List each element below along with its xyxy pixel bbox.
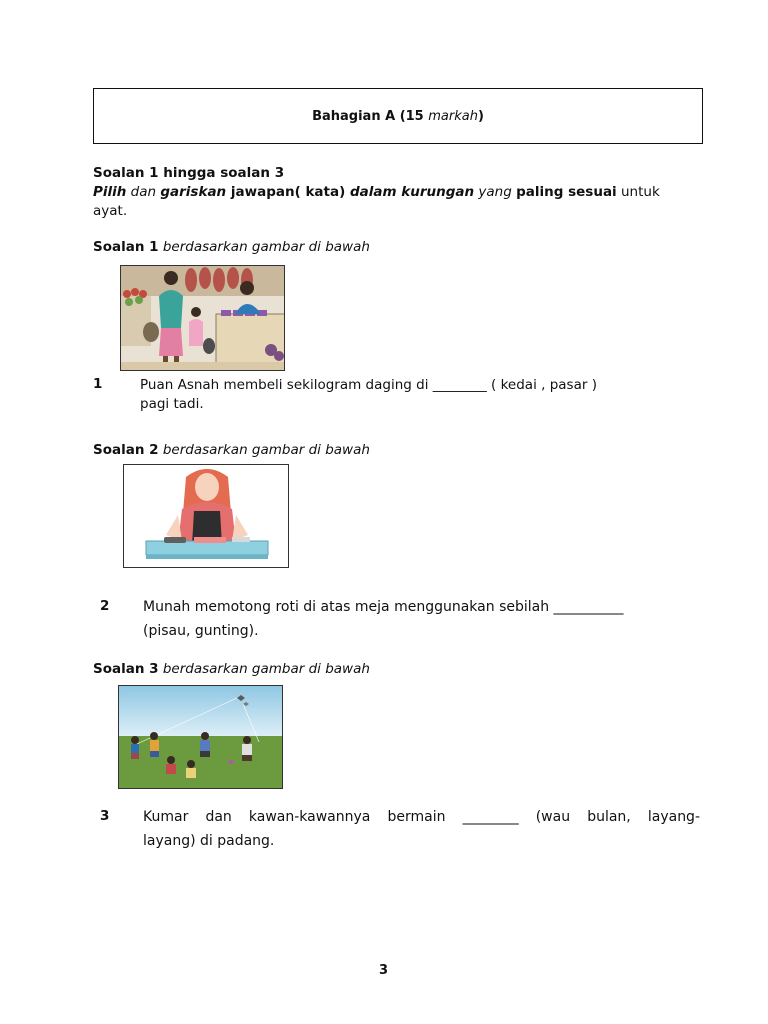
question-2-label: Soalan 2 berdasarkan gambar di bawah xyxy=(93,442,370,458)
question-2-text: Munah memotong roti di atas meja menggunakan sebilah __________ (pisau, gunting). xyxy=(143,599,624,639)
instructions-text xyxy=(93,183,683,221)
question-1-text: Puan Asnah membeli sekilogram daging di ________ ( kedai , pasar ) pagi tadi. xyxy=(140,377,597,412)
page-number: 3 xyxy=(379,963,389,978)
instruction-part: yang xyxy=(474,184,517,200)
question-3-number: 3 xyxy=(100,808,110,824)
section-title: Bahagian A (15 markah) xyxy=(312,108,484,124)
question-3-text: Kumar dan kawan-kawannya bermain ________ (wau bulan, layang- layang) di padang. xyxy=(143,809,700,849)
question-3-label: Soalan 3 berdasarkan gambar di bawah xyxy=(93,661,370,677)
question-1-label: Soalan 1 berdasarkan gambar di bawah xyxy=(93,239,370,255)
question-1-number: 1 xyxy=(93,376,103,392)
instruction-part: jawapan( kata) xyxy=(226,184,346,200)
instruction-part: dalam kurungan xyxy=(345,184,475,200)
instruction-part: paling sesuai xyxy=(516,184,617,200)
instructions-heading: Soalan 1 hingga soalan 3 xyxy=(93,165,285,181)
instruction-part: Pilih xyxy=(93,184,127,200)
instruction-part: untuk ayat. xyxy=(93,184,660,219)
instruction-part: gariskan xyxy=(160,184,227,200)
market-illustration xyxy=(120,265,285,371)
section-header-box xyxy=(93,88,703,144)
question-2-number: 2 xyxy=(100,598,110,614)
instruction-part: dan xyxy=(126,184,161,200)
kitchen-illustration xyxy=(123,464,289,568)
kite-field-illustration xyxy=(118,685,283,789)
